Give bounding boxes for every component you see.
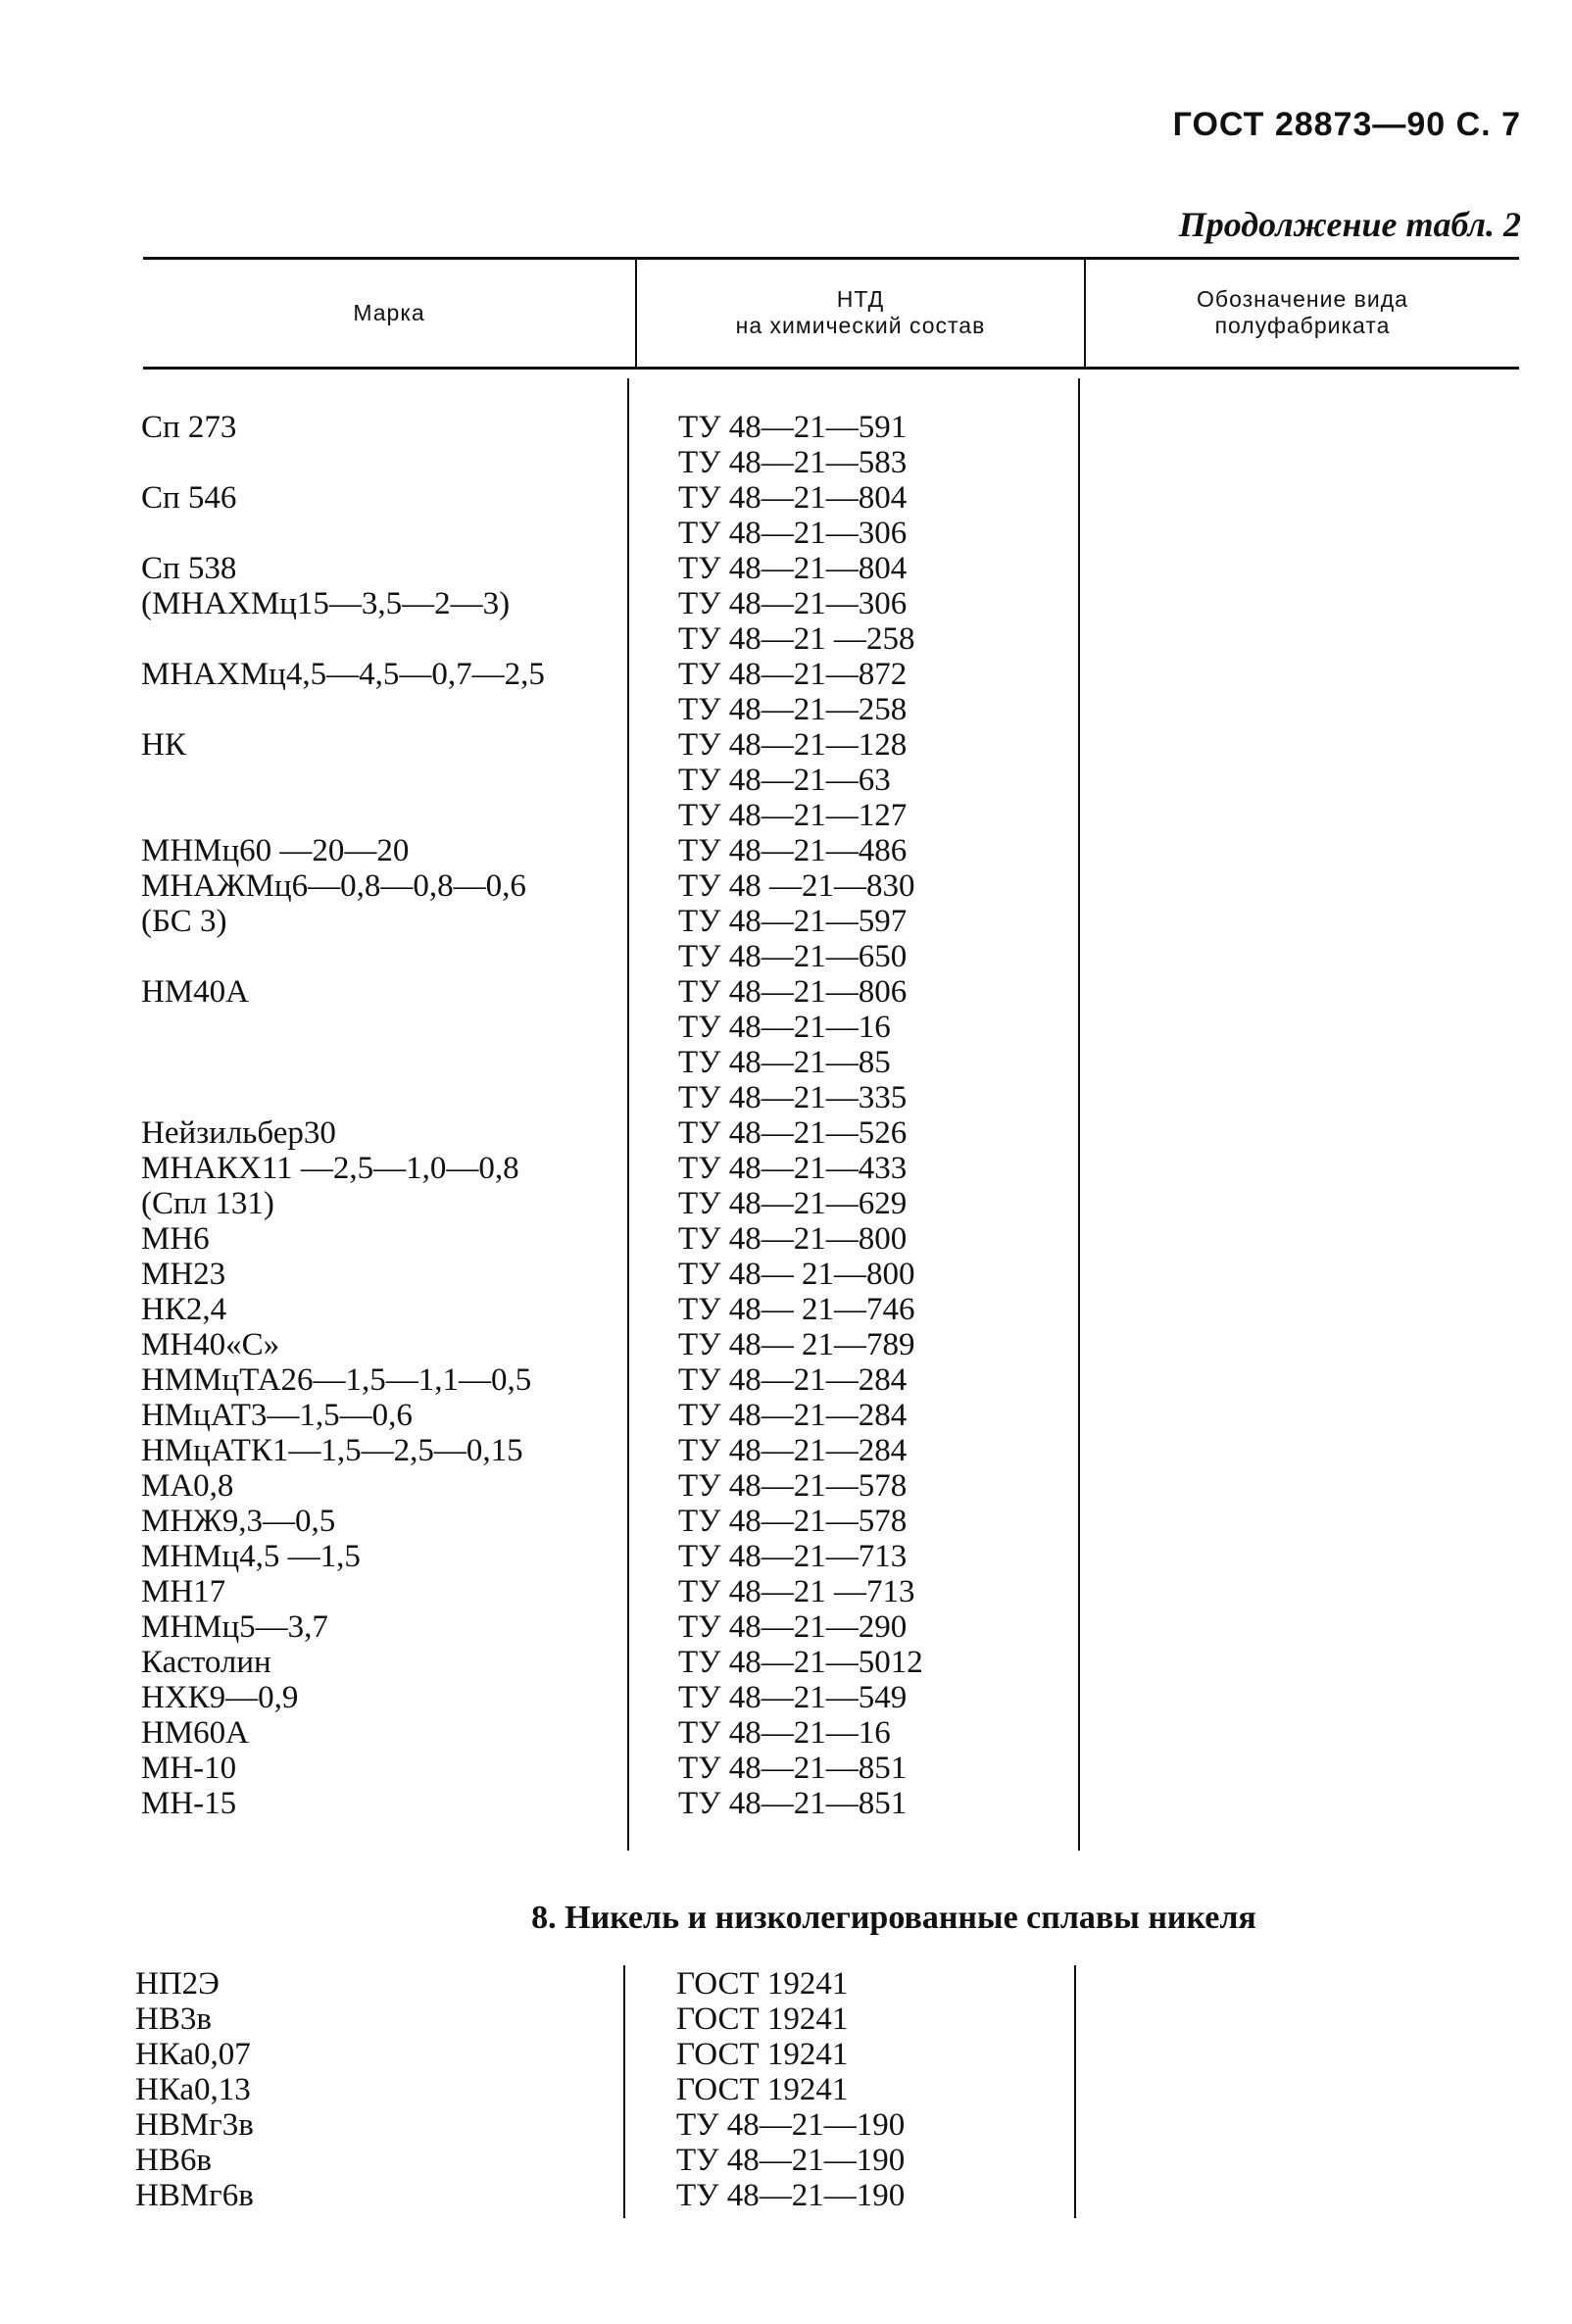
ntd-cell: ТУ 48—21—591 xyxy=(678,410,908,445)
table-header-rule xyxy=(143,367,1519,370)
ntd-cell: ТУ 48—21—851 xyxy=(678,1786,908,1821)
grade-cell: МНЖ9,3—0,5 xyxy=(141,1504,336,1539)
ntd-cell: ТУ 48— 21—800 xyxy=(678,1257,915,1292)
page-header: ГОСТ 28873—90 С. 7 xyxy=(1172,106,1521,143)
body-divider-1 xyxy=(627,378,629,1851)
ntd-cell: ТУ 48—21—872 xyxy=(678,657,908,692)
grade-cell: МНАХМц4,5—4,5—0,7—2,5 xyxy=(141,657,545,692)
ntd-cell: ТУ 48—21—800 xyxy=(678,1221,908,1257)
grade-cell: МНМц60 —20—20 xyxy=(141,833,410,868)
ntd-cell: ТУ 48—21—5012 xyxy=(678,1645,923,1680)
grade-cell: МНАЖМц6—0,8—0,8—0,6 xyxy=(141,868,526,904)
ntd-cell: ТУ 48—21—16 xyxy=(678,1010,891,1045)
ntd-cell: ТУ 48—21—851 xyxy=(678,1751,908,1786)
grade-cell: НВ6в xyxy=(135,2143,212,2178)
body-divider-2 xyxy=(1078,378,1080,1851)
grade-cell: НМцАТ3—1,5—0,6 xyxy=(141,1398,413,1433)
ntd-cell: ТУ 48—21—190 xyxy=(676,2178,906,2213)
ntd-cell: ТУ 48—21—284 xyxy=(678,1433,908,1468)
ntd-cell: ТУ 48—21 —713 xyxy=(678,1574,915,1609)
ntd-cell: ТУ 48—21—578 xyxy=(678,1468,908,1504)
section8-divider-1 xyxy=(623,1965,625,2218)
ntd-cell: ТУ 48—21—526 xyxy=(678,1115,908,1151)
ntd-cell: ТУ 48—21—597 xyxy=(678,904,908,939)
section-8-title: 8. Никель и низколегированные сплавы никеля xyxy=(531,1900,1256,1936)
grade-cell: НВМг3в xyxy=(135,2107,254,2143)
grade-cell: МН17 xyxy=(141,1574,226,1609)
grade-cell: МНАКХ11 —2,5—1,0—0,8 xyxy=(141,1151,519,1186)
ntd-cell: ТУ 48—21—16 xyxy=(678,1715,891,1751)
ntd-cell: ТУ 48—21—127 xyxy=(678,798,908,833)
grade-cell: МН40«С» xyxy=(141,1327,280,1362)
ntd-cell: ТУ 48—21—549 xyxy=(678,1680,908,1715)
grade-cell: Нейзильбер30 xyxy=(141,1115,336,1151)
grade-cell: МН23 xyxy=(141,1257,226,1292)
grade-cell: Сп 273 xyxy=(141,410,237,445)
ntd-cell: ТУ 48—21—713 xyxy=(678,1539,908,1574)
grade-cell: НМ40А xyxy=(141,974,250,1010)
ntd-cell: ТУ 48—21—486 xyxy=(678,833,908,868)
grade-cell: НВ3в xyxy=(135,2002,212,2037)
ntd-cell: ТУ 48 —21—830 xyxy=(678,868,915,904)
ntd-cell: ТУ 48—21—85 xyxy=(678,1045,891,1080)
grade-cell: МНМц4,5 —1,5 xyxy=(141,1539,361,1574)
grade-cell: МНМц5—3,7 xyxy=(141,1609,328,1645)
ntd-cell: ТУ 48—21—629 xyxy=(678,1186,908,1221)
grade-cell: Сп 538 xyxy=(141,551,237,586)
grade-cell: НМцАТК1—1,5—2,5—0,15 xyxy=(141,1433,523,1468)
grade-cell: (МНАХМц15—3,5—2—3) xyxy=(141,586,511,621)
ntd-cell: ТУ 48—21—806 xyxy=(678,974,908,1010)
ntd-cell: ТУ 48—21—284 xyxy=(678,1398,908,1433)
table-continuation-label: Продолжение табл. 2 xyxy=(1178,205,1521,244)
grade-cell: НКа0,07 xyxy=(135,2037,251,2072)
ntd-cell: ГОСТ 19241 xyxy=(676,2037,849,2072)
grade-cell: НКа0,13 xyxy=(135,2072,251,2107)
ntd-cell: ТУ 48— 21—746 xyxy=(678,1292,915,1327)
ntd-cell: ТУ 48—21—63 xyxy=(678,763,891,798)
ntd-cell: ТУ 48—21—190 xyxy=(676,2143,906,2178)
column-header-type: Обозначение вида полуфабриката xyxy=(1197,286,1408,338)
ntd-cell: ТУ 48—21—433 xyxy=(678,1151,908,1186)
ntd-cell: ТУ 48—21—583 xyxy=(678,445,908,480)
ntd-cell: ТУ 48—21—190 xyxy=(676,2107,906,2143)
grade-cell: (Спл 131) xyxy=(141,1186,274,1221)
column-header-ntd: НТД на химический состав xyxy=(735,286,986,338)
ntd-cell: ТУ 48—21—290 xyxy=(678,1609,908,1645)
grade-cell: НХК9—0,9 xyxy=(141,1680,299,1715)
ntd-cell: ТУ 48—21—128 xyxy=(678,727,908,763)
grade-cell: Кастолин xyxy=(141,1645,271,1680)
grade-cell: МН6 xyxy=(141,1221,210,1257)
grade-cell: НВМг6в xyxy=(135,2178,254,2213)
column-header-grade: Марка xyxy=(353,300,425,325)
ntd-cell: ТУ 48—21—258 xyxy=(678,692,908,727)
ntd-cell: ТУ 48—21—284 xyxy=(678,1362,908,1398)
ntd-cell: ТУ 48—21—578 xyxy=(678,1504,908,1539)
ntd-cell: ТУ 48—21—650 xyxy=(678,939,908,974)
grade-cell: МН-10 xyxy=(141,1751,237,1786)
table-top-rule xyxy=(143,257,1519,260)
ntd-cell: ГОСТ 19241 xyxy=(676,2002,849,2037)
ntd-cell: ГОСТ 19241 xyxy=(676,1966,849,2002)
grade-cell: НМ60А xyxy=(141,1715,250,1751)
ntd-cell: ГОСТ 19241 xyxy=(676,2072,849,2107)
grade-cell: МА0,8 xyxy=(141,1468,234,1504)
ntd-cell: ТУ 48—21—804 xyxy=(678,480,908,516)
section8-divider-2 xyxy=(1074,1965,1076,2218)
ntd-cell: ТУ 48—21—306 xyxy=(678,516,908,551)
grade-cell: МН-15 xyxy=(141,1786,237,1821)
grade-cell: НММцТА26—1,5—1,1—0,5 xyxy=(141,1362,532,1398)
ntd-cell: ТУ 48—21 —258 xyxy=(678,621,915,657)
ntd-cell: ТУ 48— 21—789 xyxy=(678,1327,915,1362)
grade-cell: НК xyxy=(141,727,186,763)
ntd-cell: ТУ 48—21—335 xyxy=(678,1080,908,1115)
grade-cell: (БС 3) xyxy=(141,904,227,939)
grade-cell: НК2,4 xyxy=(141,1292,227,1327)
grade-cell: Сп 546 xyxy=(141,480,237,516)
ntd-cell: ТУ 48—21—306 xyxy=(678,586,908,621)
ntd-cell: ТУ 48—21—804 xyxy=(678,551,908,586)
grade-cell: НП2Э xyxy=(135,1966,220,2002)
